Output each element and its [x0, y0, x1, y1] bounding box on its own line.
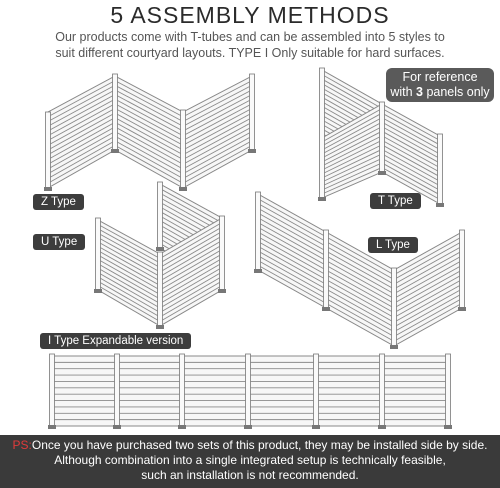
i-post — [380, 354, 385, 428]
footer-notice — [0, 435, 500, 488]
u-post-base — [94, 289, 102, 293]
footer-line-2: Although combination into a single integrated setup is technically feasible, — [54, 453, 446, 467]
u-post-base — [218, 289, 226, 293]
t-post-base — [436, 203, 444, 207]
u-type-label: U Type — [33, 234, 85, 250]
t-type-label: T Type — [370, 193, 421, 209]
t-post — [438, 134, 443, 206]
i-post-base — [378, 425, 386, 429]
u-post-base — [156, 247, 164, 251]
l-post-base — [390, 345, 398, 349]
i-post-base — [444, 425, 452, 429]
reference-note-line-2 — [386, 85, 494, 100]
page-title: 5 ASSEMBLY METHODS — [110, 2, 390, 28]
i-post — [180, 354, 185, 428]
l-post-base — [322, 307, 330, 311]
i-post-base — [244, 425, 252, 429]
i-panel — [52, 356, 117, 426]
l-post — [460, 230, 465, 310]
i-post-base — [48, 425, 56, 429]
footer-line-3: such an installation is not recommended. — [141, 468, 359, 482]
t-post — [380, 102, 385, 174]
i-post-base — [113, 425, 121, 429]
z-post-base — [111, 149, 119, 153]
u-post — [158, 182, 163, 250]
footer-line-1 — [0, 438, 500, 453]
z-post — [250, 74, 255, 152]
ps-label: PS: — [12, 438, 32, 452]
reference-note-suffix: panels only — [422, 85, 490, 99]
reference-note — [386, 68, 494, 102]
z-post-base — [248, 149, 256, 153]
z-post — [181, 110, 186, 190]
l-post — [324, 230, 329, 310]
l-post-base — [458, 307, 466, 311]
l-post — [392, 268, 397, 348]
i-post — [50, 354, 55, 428]
i-panel — [117, 356, 182, 426]
u-post — [158, 252, 163, 328]
i-post-base — [178, 425, 186, 429]
z-type-label: Z Type — [33, 194, 84, 210]
l-type-label: L Type — [368, 237, 418, 253]
u-post-base — [156, 325, 164, 329]
i-panel — [316, 356, 382, 426]
i-post — [115, 354, 120, 428]
z-post-base — [44, 187, 52, 191]
z-post — [46, 112, 51, 190]
i-panel — [248, 356, 316, 426]
reference-note-prefix: with — [390, 85, 417, 99]
i-post — [446, 354, 451, 428]
z-post-base — [179, 187, 187, 191]
i-type-label: I Type Expandable version — [40, 333, 191, 349]
reference-note-line-1: For reference — [402, 70, 478, 84]
t-post-base — [378, 171, 386, 175]
i-panel — [182, 356, 248, 426]
l-post — [256, 192, 261, 272]
u-post — [96, 218, 101, 292]
description-line-2: suit different courtyard layouts. TYPE I Only suitable for hard surfaces. — [55, 46, 445, 60]
z-post — [113, 74, 118, 152]
footer-line-1-text: Once you have purchased two sets of this product, they may be installed side by side. — [31, 438, 488, 452]
l-post-base — [254, 269, 262, 273]
t-post-base — [318, 197, 326, 201]
description-line-1: Our products come with T-tubes and can be assembled into 5 styles to — [55, 30, 445, 44]
reference-note-count: 3 — [416, 85, 423, 99]
i-post-base — [312, 425, 320, 429]
i-post — [246, 354, 251, 428]
i-post — [314, 354, 319, 428]
i-panel — [382, 356, 448, 426]
t-post — [320, 68, 325, 200]
u-post — [220, 216, 225, 292]
